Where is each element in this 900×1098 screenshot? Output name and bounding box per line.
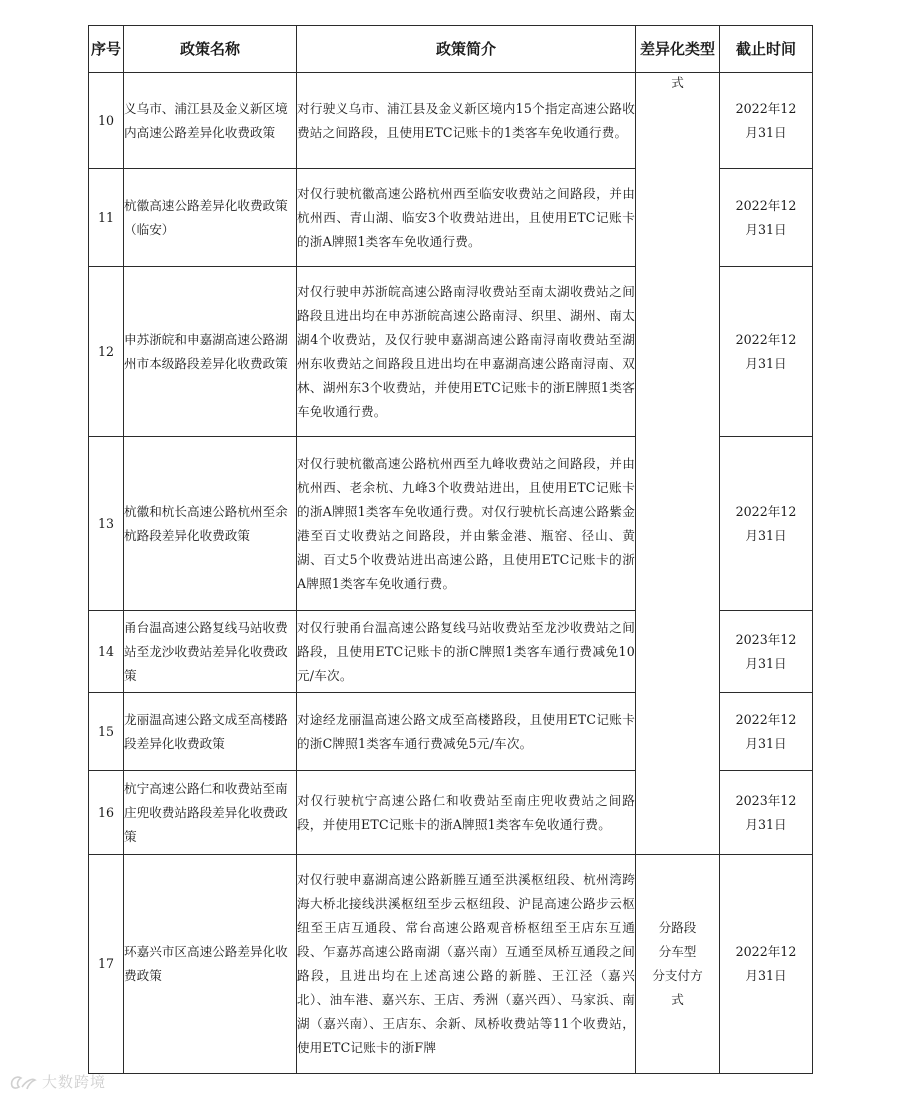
watermark-text: 大数跨境 — [42, 1073, 107, 1091]
row-deadline — [720, 611, 813, 693]
row-deadline — [720, 267, 813, 437]
watermark-logo-icon — [8, 1072, 38, 1092]
header-seq: 序号 — [89, 26, 124, 73]
type-line: 分支付方 — [652, 968, 703, 983]
header-desc: 政策简介 — [297, 26, 636, 73]
deadline-day: 月31日 — [745, 655, 787, 671]
row-deadline — [720, 693, 813, 771]
row-name: 杭徽和杭长高速公路杭州至余杭路段差异化收费政策 — [124, 437, 297, 611]
deadline-year: 2022年12 — [735, 100, 797, 116]
row-seq: 12 — [89, 267, 124, 437]
row-desc: 对仅行驶申嘉湖高速公路新塍互通至洪溪枢纽段、杭州湾跨海大桥北接线洪溪枢纽至步云枢纽段、沪昆高速公路步云枢纽至王店互通段、常台高速公路观音桥枢纽至王店东互通段、乍嘉苏高速公路南湖（嘉兴南）互通至凤桥互通段之间路段，且进出均在上述高速公路的新塍、王江泾（嘉兴北）、油车港、嘉兴东、王店、秀洲（嘉兴西）、马家浜、南湖（嘉兴南）、王店东、余新、凤桥收费站等11个收费站，使用ETC记账卡的浙F牌 — [297, 855, 636, 1074]
deadline-day: 月31日 — [745, 124, 787, 140]
deadline-year: 2022年12 — [735, 197, 797, 213]
deadline-day: 月31日 — [745, 527, 787, 543]
row-name: 申苏浙皖和申嘉湖高速公路湖州市本级路段差异化收费政策 — [124, 267, 297, 437]
row-desc: 对仅行驶甬台温高速公路复线马站收费站至龙沙收费站之间路段，且使用ETC记账卡的浙C牌照1类客车通行费减免10元/车次。 — [297, 611, 636, 693]
row-seq: 16 — [89, 771, 124, 855]
row-name: 杭徽高速公路差异化收费政策（临安） — [124, 169, 297, 267]
deadline-year: 2022年12 — [735, 503, 797, 519]
row-seq: 11 — [89, 169, 124, 267]
row-type — [636, 855, 720, 1074]
header-row — [89, 26, 813, 73]
row-deadline — [720, 169, 813, 267]
row-deadline — [720, 73, 813, 169]
deadline-year: 2022年12 — [735, 711, 797, 727]
header-deadline: 截止时间 — [720, 26, 813, 73]
type-continuation: 式 — [671, 75, 684, 90]
row-desc: 对仅行驶申苏浙皖高速公路南浔收费站至南太湖收费站之间路段且进出均在申苏浙皖高速公路南浔、织里、湖州、南太湖4个收费站，及仅行驶申嘉湖高速公路南浔南收费站至湖州东收费站之间路段且进出均在申嘉湖高速公路南浔南、双林、湖州东3个收费站，并使用ETC记账卡的浙E牌照1类客车免收通行费。 — [297, 267, 636, 437]
policy-table — [88, 25, 813, 1074]
row-seq: 17 — [89, 855, 124, 1074]
row-type-merged — [636, 73, 720, 855]
row-name: 龙丽温高速公路文成至高楼路段差异化收费政策 — [124, 693, 297, 771]
deadline-year: 2022年12 — [735, 944, 797, 959]
row-name: 环嘉兴市区高速公路差异化收费政策 — [124, 855, 297, 1074]
row-desc: 对仅行驶杭徽高速公路杭州西至九峰收费站之间路段，并由杭州西、老余杭、九峰3个收费站进出，且使用ETC记账卡的浙A牌照1类客车免收通行费。对仅行驶杭长高速公路紫金港至百丈收费站之间路段，并由紫金港、瓶窑、径山、黄湖、百丈5个收费站进出高速公路，且使用ETC记账卡的浙A牌照1类客车免收通行费。 — [297, 437, 636, 611]
row-name: 义乌市、浦江县及金义新区境内高速公路差异化收费政策 — [124, 73, 297, 169]
table-row — [89, 855, 813, 1074]
row-name: 甬台温高速公路复线马站收费站至龙沙收费站差异化收费政策 — [124, 611, 297, 693]
deadline-day: 月31日 — [745, 355, 787, 371]
watermark — [8, 1071, 106, 1092]
row-seq: 10 — [89, 73, 124, 169]
type-line: 分路段 — [658, 920, 697, 935]
row-desc: 对行驶义乌市、浦江县及金义新区境内15个指定高速公路收费站之间路段，且使用ETC记账卡的1类客车免收通行费。 — [297, 73, 636, 169]
deadline-day: 月31日 — [745, 968, 787, 983]
deadline-day: 月31日 — [745, 816, 787, 832]
header-type: 差异化类型 — [636, 26, 720, 73]
row-seq: 15 — [89, 693, 124, 771]
deadline-day: 月31日 — [745, 735, 787, 751]
row-deadline — [720, 855, 813, 1074]
row-desc: 对仅行驶杭宁高速公路仁和收费站至南庄兜收费站之间路段，并使用ETC记账卡的浙A牌照1类客车免收通行费。 — [297, 771, 636, 855]
type-line: 分车型 — [658, 944, 697, 959]
row-seq: 14 — [89, 611, 124, 693]
row-desc: 对仅行驶杭徽高速公路杭州西至临安收费站之间路段，并由杭州西、青山湖、临安3个收费站进出，且使用ETC记账卡的浙A牌照1类客车免收通行费。 — [297, 169, 636, 267]
row-deadline — [720, 771, 813, 855]
deadline-year: 2022年12 — [735, 331, 797, 347]
deadline-day: 月31日 — [745, 221, 787, 237]
row-seq: 13 — [89, 437, 124, 611]
deadline-year: 2023年12 — [735, 792, 797, 808]
header-name: 政策名称 — [124, 26, 297, 73]
row-name: 杭宁高速公路仁和收费站至南庄兜收费站路段差异化收费政策 — [124, 771, 297, 855]
row-desc: 对途经龙丽温高速公路文成至高楼路段，且使用ETC记账卡的浙C牌照1类客车通行费减免5元/车次。 — [297, 693, 636, 771]
table-row — [89, 73, 813, 169]
deadline-year: 2023年12 — [735, 631, 797, 647]
type-line: 式 — [671, 992, 684, 1007]
row-deadline — [720, 437, 813, 611]
